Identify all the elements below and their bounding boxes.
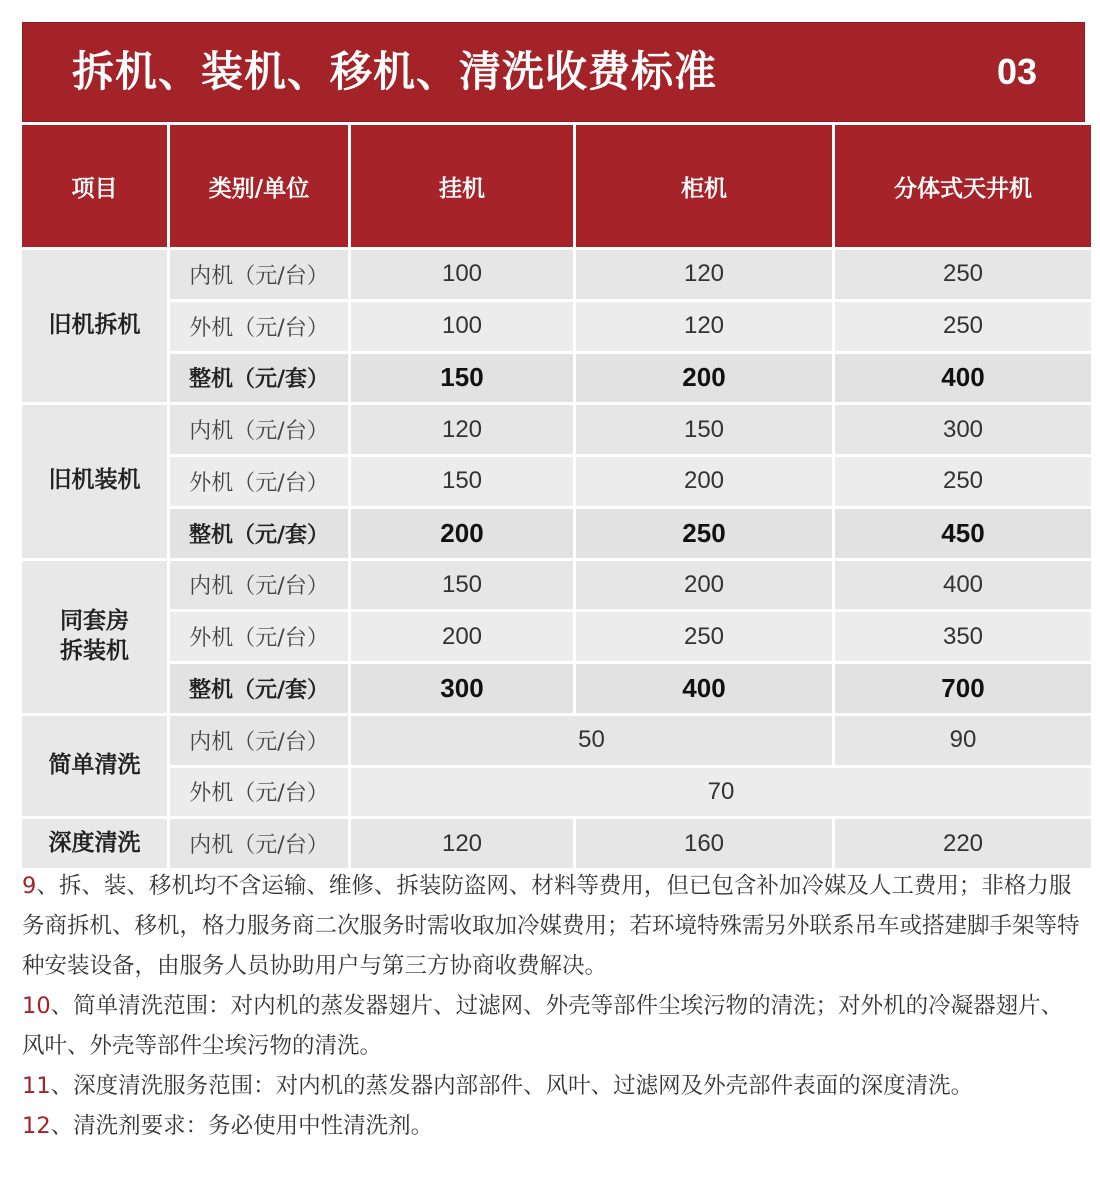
column-header-item: 项目	[22, 125, 167, 247]
group-label-line: 拆装机	[60, 637, 129, 664]
unit-label: 内机（元/台）	[170, 716, 348, 765]
price-cell: 200	[576, 457, 832, 506]
group-label: 旧机装机	[22, 405, 167, 557]
price-cell: 200	[351, 612, 573, 661]
unit-label: 内机（元/台）	[170, 819, 348, 868]
header-banner	[22, 22, 1085, 122]
price-cell: 300	[835, 405, 1091, 454]
group-label: 旧机拆机	[22, 250, 167, 402]
group-label	[22, 561, 167, 713]
price-cell: 250	[835, 457, 1091, 506]
note-item	[22, 1106, 1082, 1146]
column-header-ceiling-unit: 分体式天井机	[835, 125, 1091, 247]
unit-label: 整机（元/套）	[170, 509, 348, 558]
price-cell-total: 400	[835, 354, 1091, 403]
note-text: 、简单清洗范围：对内机的蒸发器翅片、过滤网、外壳等部件尘埃污物的清洗；对外机的冷凝器翅片、风叶、外壳等部件尘埃污物的清洗。	[22, 993, 1064, 1059]
price-cell-total: 150	[351, 354, 573, 403]
price-cell: 100	[351, 302, 573, 351]
price-cell-total: 300	[351, 664, 573, 713]
price-cell: 250	[835, 250, 1091, 299]
group-label-line: 同套房	[60, 607, 129, 634]
price-cell: 350	[835, 612, 1091, 661]
price-cell: 120	[351, 405, 573, 454]
note-item	[22, 866, 1082, 986]
price-cell: 160	[576, 819, 832, 868]
price-cell: 250	[576, 612, 832, 661]
price-cell-total: 200	[576, 354, 832, 403]
price-cell: 220	[835, 819, 1091, 868]
price-cell: 150	[351, 457, 573, 506]
price-cell: 200	[576, 561, 832, 610]
page-title: 拆机、装机、移机、清洗收费标准	[72, 47, 718, 96]
unit-label: 外机（元/台）	[170, 768, 348, 817]
note-item	[22, 986, 1082, 1066]
price-cell-total: 400	[576, 664, 832, 713]
price-cell: 100	[351, 250, 573, 299]
price-cell: 150	[351, 561, 573, 610]
price-cell: 120	[576, 302, 832, 351]
price-cell-merged: 70	[351, 768, 1091, 817]
price-table	[22, 125, 1085, 859]
note-number: 9	[22, 873, 37, 899]
column-header-wall-unit: 挂机	[351, 125, 573, 247]
note-text: 、清洗剂要求：务必使用中性清洗剂。	[50, 1113, 434, 1139]
note-item	[22, 1066, 1082, 1106]
notes-section	[22, 866, 1082, 1146]
price-cell: 120	[576, 250, 832, 299]
unit-label: 外机（元/台）	[170, 457, 348, 506]
unit-label: 整机（元/套）	[170, 354, 348, 403]
note-number: 12	[22, 1113, 51, 1139]
price-cell: 400	[835, 561, 1091, 610]
note-text: 、拆、装、移机均不含运输、维修、拆装防盗网、材料等费用，但已包含补加冷媒及人工费用；非格力服务商拆机、移机，格力服务商二次服务时需收取加冷媒费用；若环境特殊需另外联系吊车或搭建脚手架等特种安装设备，由服务人员协助用户与第三方协商收费解决。	[22, 873, 1080, 979]
unit-label: 外机（元/台）	[170, 302, 348, 351]
column-header-unit: 类别/单位	[170, 125, 348, 247]
price-cell: 150	[576, 405, 832, 454]
price-cell-total: 250	[576, 509, 832, 558]
note-text: 、深度清洗服务范围：对内机的蒸发器内部部件、风叶、过滤网及外壳部件表面的深度清洗。	[50, 1073, 974, 1099]
unit-label: 整机（元/套）	[170, 664, 348, 713]
unit-label: 内机（元/台）	[170, 250, 348, 299]
note-number: 10	[22, 993, 51, 1019]
price-cell-total: 200	[351, 509, 573, 558]
column-header-cabinet-unit: 柜机	[576, 125, 832, 247]
price-cell: 250	[835, 302, 1091, 351]
group-label: 简单清洗	[22, 716, 167, 817]
note-number: 11	[22, 1073, 51, 1099]
price-cell-total: 450	[835, 509, 1091, 558]
unit-label: 内机（元/台）	[170, 561, 348, 610]
price-cell-merged: 50	[351, 716, 832, 765]
price-cell: 90	[835, 716, 1091, 765]
price-cell-total: 700	[835, 664, 1091, 713]
group-label: 深度清洗	[22, 819, 167, 868]
price-cell: 120	[351, 819, 573, 868]
unit-label: 内机（元/台）	[170, 405, 348, 454]
page-number: 03	[996, 51, 1037, 92]
unit-label: 外机（元/台）	[170, 612, 348, 661]
